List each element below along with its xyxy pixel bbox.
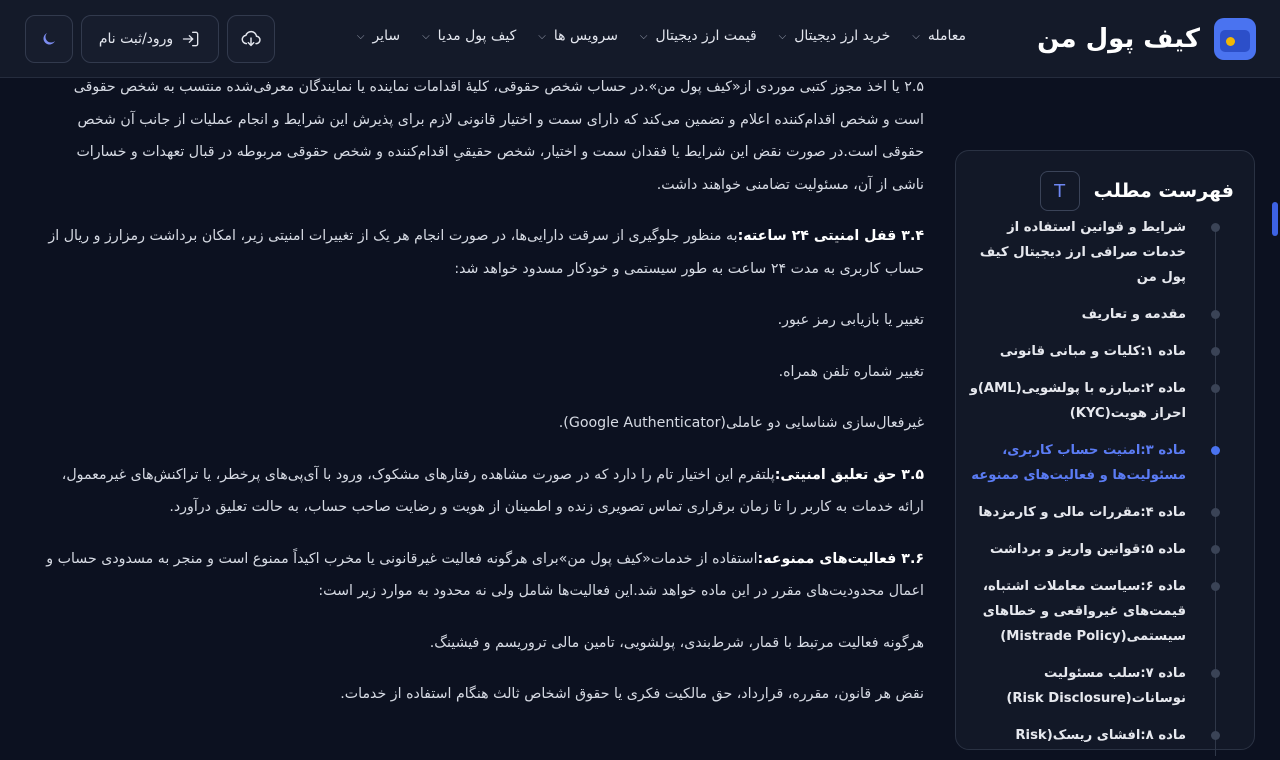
page-scrollbar[interactable] — [1272, 202, 1278, 236]
logo-text: کیف پول من — [1037, 24, 1200, 54]
toc-dot — [1211, 582, 1220, 591]
chevron-down-icon: ⌵ — [422, 30, 430, 42]
moon-icon — [40, 30, 58, 48]
toc-item-label: ماده ۵:قوانین واریز و برداشت — [989, 542, 1186, 557]
toc-item-label: شرایط و قوانین استفاده از خدمات صرافی ارز دیجیتال کیف پول من — [979, 220, 1186, 285]
toc-item-label: ماده ۴:مقررات مالی و کارمزدها — [978, 505, 1186, 520]
section-3-6 — [44, 543, 924, 608]
list-item: نقض هر قانون، مقرره، قرارداد، حق مالکیت فکری یا حقوق اشخاص ثالث هنگام استفاده از خدمات. — [340, 686, 924, 702]
nav-item-trade[interactable] — [912, 28, 966, 44]
list-item: غیرفعال‌سازی شناسایی دو عاملی(Google Authenticator). — [558, 415, 924, 431]
toc-dot — [1211, 545, 1220, 554]
toc-item[interactable] — [966, 537, 1186, 562]
list-item: تغییر یا بازیابی رمز عبور. — [777, 312, 924, 328]
login-icon — [181, 29, 201, 49]
toc-dot — [1211, 731, 1220, 740]
list-item: هرگونه فعالیت مرتبط با قمار، شرط‌بندی، پولشویی، تامین مالی تروریسم و فیشینگ. — [429, 634, 924, 651]
login-register-button[interactable] — [81, 15, 219, 63]
toc-header — [1040, 171, 1234, 211]
terms-article — [44, 78, 924, 720]
table-of-contents — [955, 150, 1255, 750]
section-3-4-title: ۳.۴ قفل امنیتی ۲۴ ساعته: — [737, 228, 924, 244]
main-nav — [357, 28, 966, 44]
nav-item-media[interactable] — [422, 28, 516, 44]
download-app-button[interactable] — [227, 15, 275, 63]
toc-item-label: ماده ۸:افشای ریسک(Risk — [1015, 728, 1186, 743]
nav-label: قیمت ارز دیجیتال — [655, 28, 757, 44]
nav-item-buy-crypto[interactable] — [779, 28, 891, 44]
toc-item-active[interactable] — [966, 438, 1186, 488]
toc-item[interactable] — [966, 302, 1186, 327]
section-3-6-text: استفاده از خدمات«کیف پول من»برای هرگونه فعالیت غیرقانونی یا مخرب اکیداً ممنوع است و منجر به مسدودی حساب و اعمال محدودیت‌های مقرر در این ماده خواهد شد.این فعالیت‌ها شامل ولی نه محدود به موارد زیر است: — [46, 550, 924, 599]
toc-dot — [1211, 508, 1220, 517]
toc-item-label: ماده ۳:امنیت حساب کاربری، مسئولیت‌ها و فعالیت‌های ممنوعه — [971, 443, 1186, 483]
section-3-6-title: ۳.۶ فعالیت‌های ممنوعه: — [757, 550, 924, 567]
chevron-down-icon: ⌵ — [639, 30, 648, 42]
toc-dot — [1211, 310, 1220, 319]
nav-label: سایر — [372, 28, 401, 44]
chevron-down-icon: ⌵ — [538, 30, 546, 42]
toc-dot — [1211, 347, 1220, 356]
chevron-down-icon: ⌵ — [912, 30, 920, 42]
wallet-logo-icon — [1214, 18, 1256, 60]
section-3-5-title: ۳.۵ حق تعلیق امنیتی: — [774, 466, 924, 483]
toc-dot — [1211, 669, 1220, 678]
toc-item[interactable] — [966, 723, 1186, 748]
toc-item[interactable] — [966, 574, 1186, 649]
toc-item-label: مقدمه و تعاریف — [1081, 307, 1186, 322]
list-item: تغییر شماره تلفن همراه. — [778, 363, 924, 380]
top-header — [0, 0, 1280, 78]
toc-title: فهرست مطلب — [1093, 180, 1234, 202]
site-logo[interactable] — [1037, 17, 1256, 61]
login-label: ورود/ثبت نام — [98, 31, 174, 47]
chevron-down-icon: ⌵ — [356, 30, 365, 42]
nav-label: کیف پول مدیا — [437, 28, 517, 44]
toc-item[interactable] — [966, 376, 1186, 426]
toc-item[interactable] — [966, 215, 1186, 290]
toc-dot — [1211, 223, 1220, 232]
toc-dot — [1211, 384, 1220, 393]
toc-list — [966, 215, 1186, 760]
nav-item-other[interactable] — [357, 28, 400, 44]
nav-label: معامله — [927, 28, 966, 44]
chevron-down-icon: ⌵ — [778, 30, 787, 42]
nav-label: سرویس ها — [553, 28, 618, 44]
nav-item-services[interactable] — [538, 28, 618, 44]
toc-item[interactable] — [966, 500, 1186, 525]
text-t-icon: T — [1040, 171, 1080, 211]
toc-item[interactable] — [966, 661, 1186, 711]
section-3-4-text: به منظور جلوگیری از سرقت دارایی‌ها، در صورت انجام هر یک از تغییرات امنیتی زیر، امکان برداشت رمزارز و ریال از حساب کاربری به مدت ۲۴ ساعت به طور سیستمی و خودکار مسدود خواهد شد: — [48, 228, 924, 277]
cloud-download-icon — [240, 28, 262, 50]
toc-item-label: ماده ۲:مبارزه با پولشویی(AML)و احراز هویت(KYC) — [969, 381, 1186, 421]
toc-item-label: ماده ۱:کلیات و مبانی قانونی — [999, 344, 1186, 359]
toc-item[interactable] — [966, 339, 1186, 364]
section-3-5 — [44, 459, 924, 524]
nav-label: خرید ارز دیجیتال — [794, 28, 891, 44]
section-3-5-text: پلتفرم این اختیار تام را دارد که در صورت مشاهده رفتارهای مشکوک، ورود با آی‌پی‌های پرخطر، یا تراکنش‌های غیرمعمول، ارائه خدمات به کاربر را تا زمان برقراری تماس تصویری زنده و اطمینان از هویت و رضایت صاحب حساب، به حالت تعلیق درآورد. — [61, 466, 924, 515]
theme-toggle-button[interactable] — [25, 15, 73, 63]
section-3-4 — [44, 220, 924, 285]
toc-dot — [1211, 446, 1220, 455]
toc-item-label: ماده ۷:سلب مسئولیت نوسانات(Risk Disclosure) — [1006, 666, 1186, 706]
toc-item-label: ماده ۶:سیاست معاملات اشتباه، قیمت‌های غیرواقعی و خطاهای سیستمی(Mistrade Policy) — [982, 579, 1186, 644]
paragraph-2-5: ۲.۵ یا اخذ مجوز کتبی موردی از«کیف پول من».در حساب شخص حقوقی، کلیهٔ اقدامات نماینده یا نمایندگان معرفی‌شده منتسب به شخص حقوقی است و شخص اقدام‌کننده اعلام و تضمین می‌کند که دارای سمت و اختیار قانونی لازم برای پذیرش این شرایط و انجام عملیات از جانب آن شخص حقوقی است.در صورت نقض این شرایط یا فقدان سمت و اختیار، شخص حقیقیِ اقدام‌کننده و شخص حقوقی مربوطه در قبال تعهدات و خسارات ناشی از آن، مسئولیت تضامنی خواهند داشت. — [73, 79, 924, 193]
nav-item-crypto-price[interactable] — [640, 28, 757, 44]
